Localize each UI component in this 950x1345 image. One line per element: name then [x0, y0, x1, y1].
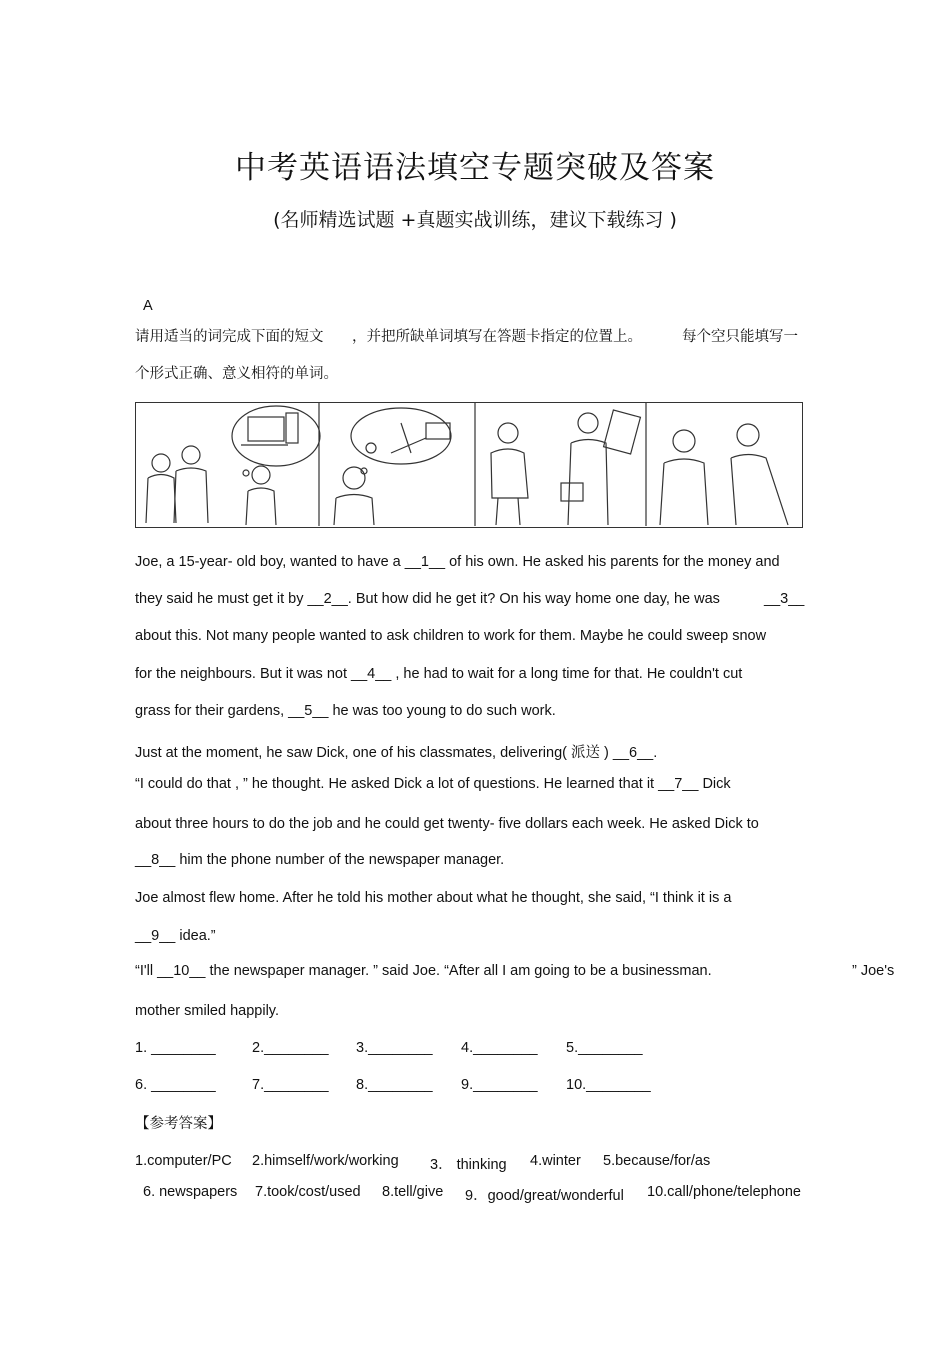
answer-blank-3: 3.________	[356, 1040, 433, 1056]
answer-key-10: 10.call/phone/telephone	[647, 1184, 801, 1200]
passage-line-13: mother smiled happily.	[135, 1003, 279, 1019]
answer-key-5: 5.because/for/as	[603, 1153, 711, 1169]
answer-blank-7: 7.________	[252, 1077, 329, 1093]
passage-line-9: __8__ him the phone number of the newspaper manager.	[135, 852, 505, 868]
answer-blank-4: 4.________	[461, 1040, 538, 1056]
answer-blank-10: 10.________	[566, 1077, 651, 1093]
passage-line-5: grass for their gardens, __5__ he was too young to do such work.	[135, 703, 556, 719]
passage-line-8: about three hours to do the job and he could get twenty- five dollars each week. He asked Dick to	[135, 816, 759, 832]
answer-key-7: 7.took/cost/used	[255, 1184, 361, 1200]
passage-line-3: about this. Not many people wanted to ask children to work for them. Maybe he could sweep snow	[135, 628, 767, 644]
answer-key-8: 8.tell/give	[382, 1184, 444, 1200]
instructions-line1-c: 每个空只能填写一	[682, 329, 798, 345]
page-subtitle: (名师精选试题 +真题实战训练，建议下载练习 )	[273, 209, 677, 231]
answer-blank-2: 2.________	[252, 1040, 329, 1056]
passage-blank-3: __3__	[764, 591, 805, 607]
passage-line-11: __9__ idea.”	[135, 928, 216, 944]
page-title: 中考英语语法填空专题突破及答案	[235, 150, 715, 186]
comic-illustration	[135, 402, 803, 528]
answer-blank-6: 6. ________	[135, 1077, 216, 1093]
answer-key-2: 2.himself/work/working	[252, 1153, 399, 1169]
passage-line-1: Joe, a 15-year- old boy, wanted to have a __1__ of his own. He asked his parents for the money and	[135, 554, 780, 570]
passage-line-10: Joe almost flew home. After he told his mother about what he thought, she said, “I think it is a	[135, 890, 732, 906]
passage-line-7: “I could do that , ” he thought. He asked Dick a lot of questions. He learned that it __7__ Dick	[135, 776, 731, 792]
instructions-line1-b: ，并把所缺单词填写在答题卡指定的位置上。	[352, 329, 642, 345]
instructions-line2: 个形式正确、意义相符的单词。	[135, 366, 338, 382]
answer-key-1: 1.computer/PC	[135, 1153, 232, 1169]
passage-line-4: for the neighbours. But it was not __4__ , he had to wait for a long time for that. He couldn't cut	[135, 666, 743, 682]
passage-line-12-end: ” Joe's	[852, 963, 895, 979]
answer-blank-5: 5.________	[566, 1040, 643, 1056]
answer-key-9: 9．good/great/wonderful	[465, 1188, 624, 1204]
answer-key-6: 6. newspapers	[143, 1184, 238, 1200]
answer-blank-9: 9.________	[461, 1077, 538, 1093]
answer-blank-1: 1. ________	[135, 1040, 216, 1056]
instructions-line1-a: 请用适当的词完成下面的短文	[135, 329, 324, 345]
section-label: A	[143, 298, 153, 314]
comic-strip-drawing	[136, 403, 801, 526]
answer-heading: 【参考答案】	[135, 1116, 222, 1132]
passage-line-2: they said he must get it by __2__. But how did he get it? On his way home one day, he was	[135, 591, 720, 607]
answer-blank-8: 8.________	[356, 1077, 433, 1093]
passage-line-6: Just at the moment, he saw Dick, one of his classmates, delivering( 派送 ) __6__.	[135, 745, 658, 761]
passage-line-12: “I'll __10__ the newspaper manager. ” said Joe. “After all I am going to be a businessman.	[135, 963, 712, 979]
answer-key-3: 3． thinking	[430, 1157, 507, 1173]
answer-key-4: 4.winter	[530, 1153, 581, 1169]
